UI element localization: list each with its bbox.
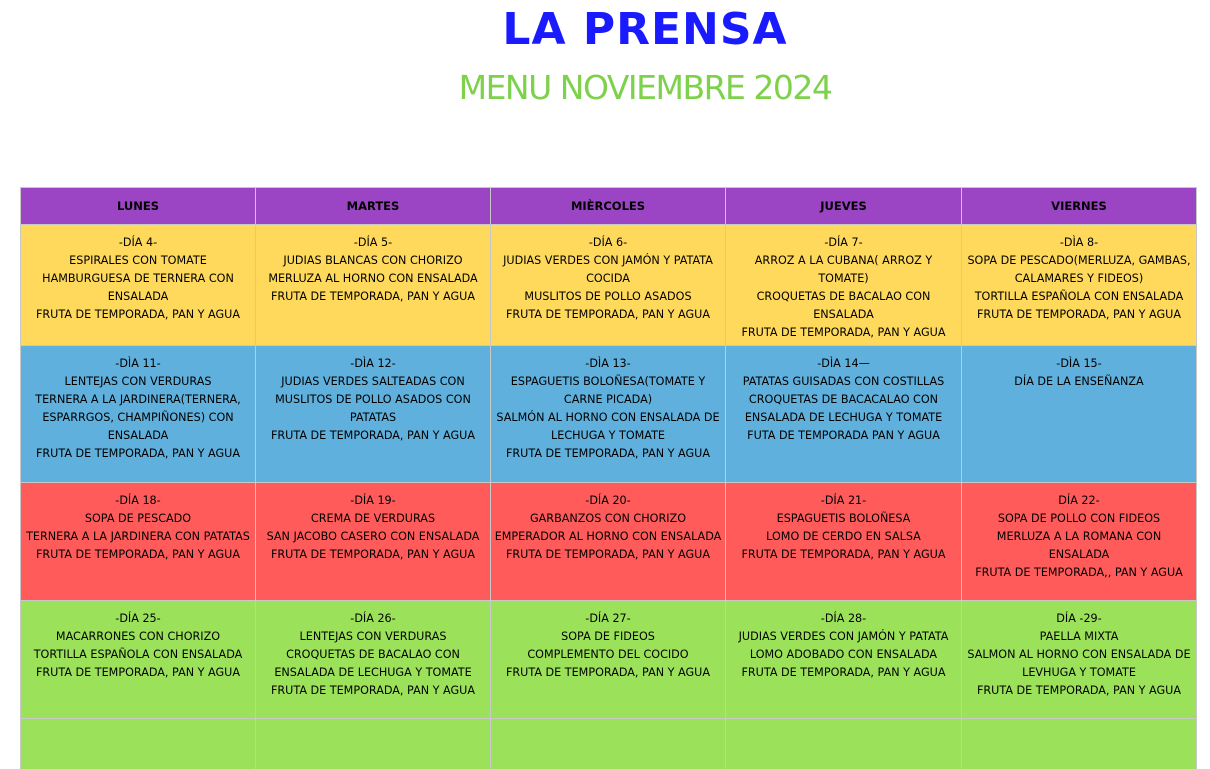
menu-item: MUSLITOS DE POLLO ASADOS xyxy=(524,290,692,303)
menu-cell-jueves xyxy=(726,601,962,719)
menu-item: MERLUZA A LA ROMANA CON ENSALADA xyxy=(996,530,1162,561)
menu-item: CROQUETAS DE BACACALAO CON ENSALADA DE LECHUGA Y TOMATE xyxy=(744,393,943,424)
menu-item: TORTILLA ESPAÑOLA CON ENSALADA xyxy=(974,290,1184,303)
menu-item: ESPIRALES CON TOMATE xyxy=(69,254,207,267)
menu-item: ARROZ A LA CUBANA( ARROZ Y TOMATE) xyxy=(754,254,933,285)
menu-item: PATATAS GUISADAS CON COSTILLAS xyxy=(742,375,945,388)
day-number: -DÍA 27- xyxy=(585,612,631,625)
menu-item: EMPERADOR AL HORNO CON ENSALADA xyxy=(494,530,722,543)
menu-cell-martes xyxy=(256,601,491,719)
day-number: -DÍA 6- xyxy=(588,236,628,249)
week-row xyxy=(21,346,1197,483)
menu-item: SAN JACOBO CASERO CON ENSALADA xyxy=(266,530,480,543)
page-title: LA PRENSA xyxy=(502,4,788,55)
day-number: -DÍA 19- xyxy=(350,494,396,507)
menu-item: SOPA DE POLLO CON FIDEOS xyxy=(997,512,1161,525)
menu-cell-jueves xyxy=(726,719,962,769)
day-number: -DÍA 26- xyxy=(350,612,396,625)
menu-cell-miercoles xyxy=(491,225,726,346)
menu-table xyxy=(20,187,1197,769)
day-header-viernes: VIERNES xyxy=(962,188,1197,225)
day-number: -DÌA 13- xyxy=(585,357,631,370)
menu-cell-miercoles xyxy=(491,483,726,601)
menu-item: FRUTA DE TEMPORADA, PAN Y AGUA xyxy=(505,666,711,679)
menu-item: FRUTA DE TEMPORADA, PAN Y AGUA xyxy=(270,548,476,561)
day-header-jueves: JUEVES xyxy=(726,188,962,225)
menu-item: FRUTA DE TEMPORADA, PAN Y AGUA xyxy=(741,548,946,561)
menu-item: TORTILLA ESPAÑOLA CON ENSALADA xyxy=(33,648,243,661)
menu-cell-viernes xyxy=(962,225,1197,346)
menu-item: FRUTA DE TEMPORADA, PAN Y AGUA xyxy=(270,429,476,442)
menu-item: JUDIAS VERDES CON JAMÓN Y PATATA xyxy=(738,630,949,643)
menu-item: CROQUETAS DE BACALAO CON ENSALADA DE LECHUGA Y TOMATE xyxy=(274,648,472,679)
menu-item: JUDIAS VERDES CON JAMÓN Y PATATA COCIDA xyxy=(503,254,713,285)
day-number: DÍA 22- xyxy=(1058,494,1100,507)
menu-item: FUTA DE TEMPORADA PAN Y AGUA xyxy=(747,429,940,442)
menu-item: JUDIAS BLANCAS CON CHORIZO xyxy=(283,254,463,267)
menu-item: FRUTA DE TEMPORADA, PAN Y AGUA xyxy=(976,308,1182,321)
menu-item: FRUTA DE TEMPORADA, PAN Y AGUA xyxy=(35,666,241,679)
menu-item: FRUTA DE TEMPORADA,, PAN Y AGUA xyxy=(975,566,1183,579)
day-number: -DÍA 18- xyxy=(115,494,161,507)
menu-cell-viernes xyxy=(962,601,1197,719)
week-row xyxy=(21,601,1197,719)
menu-cell-lunes xyxy=(21,346,256,483)
menu-item: MACARRONES CON CHORIZO xyxy=(55,630,221,643)
menu-cell-martes xyxy=(256,483,491,601)
day-number: -DÍA 20- xyxy=(585,494,631,507)
menu-item: SALMÓN AL HORNO CON ENSALADA DE LECHUGA Y TOMATE xyxy=(496,411,720,442)
menu-item: CREMA DE VERDURAS xyxy=(310,512,436,525)
menu-item: MERLUZA AL HORNO CON ENSALADA xyxy=(268,272,478,285)
page-subtitle: MENU NOVIEMBRE 2024 xyxy=(458,68,832,107)
menu-cell-martes xyxy=(256,346,491,483)
menu-cell-lunes xyxy=(21,483,256,601)
menu-cell-viernes xyxy=(962,719,1197,769)
menu-item: FRUTA DE TEMPORADA, PAN Y AGUA xyxy=(741,666,946,679)
menu-cell-jueves xyxy=(726,346,962,483)
menu-cell-viernes xyxy=(962,346,1197,483)
day-number: -DÌA 12- xyxy=(350,357,396,370)
menu-item: SOPA DE PESCADO xyxy=(84,512,192,525)
menu-item: FRUTA DE TEMPORADA, PAN Y AGUA xyxy=(270,684,476,697)
menu-item: FRUTA DE TEMPORADA, PAN Y AGUA xyxy=(270,290,476,303)
week-row xyxy=(21,719,1197,769)
menu-item: DÍA DE LA ENSEÑANZA xyxy=(1014,375,1144,388)
day-number: -DÍA 4- xyxy=(118,236,158,249)
day-header-lunes: LUNES xyxy=(21,188,256,225)
menu-item: FRUTA DE TEMPORADA, PAN Y AGUA xyxy=(35,447,241,460)
day-header-miercoles: MIÈRCOLES xyxy=(491,188,726,225)
day-header-martes: MARTES xyxy=(256,188,491,225)
menu-cell-viernes xyxy=(962,483,1197,601)
menu-cell-jueves xyxy=(726,483,962,601)
menu-item: TERNERA A LA JARDINERA CON PATATAS xyxy=(26,530,250,543)
menu-item: SOPA DE PESCADO(MERLUZA, GAMBAS, CALAMARES Y FIDEOS) xyxy=(967,254,1191,285)
menu-item: LENTEJAS CON VERDURAS xyxy=(64,375,212,388)
day-number: -DÌA 11- xyxy=(115,357,161,370)
day-number: -DÍA 28- xyxy=(820,612,867,625)
menu-item: TERNERA A LA JARDINERA(TERNERA, ESPARRGOS, CHAMPIÑONES) CON ENSALADA xyxy=(35,393,241,442)
week-row xyxy=(21,225,1197,346)
menu-cell-martes xyxy=(256,225,491,346)
menu-cell-miercoles xyxy=(491,346,726,483)
menu-cell-miercoles xyxy=(491,719,726,769)
menu-item: LENTEJAS CON VERDURAS xyxy=(299,630,447,643)
menu-cell-lunes xyxy=(21,601,256,719)
menu-cell-miercoles xyxy=(491,601,726,719)
menu-item: COMPLEMENTO DEL COCIDO xyxy=(527,648,689,661)
day-number: -DÍA 25- xyxy=(115,612,161,625)
menu-item: FRUTA DE TEMPORADA, PAN Y AGUA xyxy=(35,308,241,321)
menu-cell-martes xyxy=(256,719,491,769)
menu-cell-lunes xyxy=(21,225,256,346)
menu-item: FRUTA DE TEMPORADA, PAN Y AGUA xyxy=(505,548,711,561)
menu-item: HAMBURGUESA DE TERNERA CON ENSALADA xyxy=(42,272,234,303)
day-number: -DÍA 7- xyxy=(824,236,863,249)
menu-item: PAELLA MIXTA xyxy=(1039,630,1119,643)
day-number: -DÍA 21- xyxy=(820,494,867,507)
menu-item: CROQUETAS DE BACALAO CON ENSALADA xyxy=(756,290,931,321)
menu-item: FRUTA DE TEMPORADA, PAN Y AGUA xyxy=(35,548,241,561)
menu-item: ESPAGUETIS BOLOÑESA xyxy=(776,512,911,525)
menu-item: SALMON AL HORNO CON ENSALADA DE LEVHUGA Y TOMATE xyxy=(967,648,1191,679)
week-row xyxy=(21,483,1197,601)
menu-item: FRUTA DE TEMPORADA, PAN Y AGUA xyxy=(505,447,711,460)
menu-item: GARBANZOS CON CHORIZO xyxy=(529,512,687,525)
menu-item: ESPAGUETIS BOLOÑESA(TOMATE Y CARNE PICADA) xyxy=(510,375,706,406)
days-header-row xyxy=(21,188,1197,225)
menu-item: FRUTA DE TEMPORADA, PAN Y AGUA xyxy=(505,308,711,321)
menu-item: SOPA DE FIDEOS xyxy=(561,630,655,643)
day-number: -DÌA 14— xyxy=(817,357,870,370)
menu-cell-jueves xyxy=(726,225,962,346)
day-number: DÍA -29- xyxy=(1056,612,1102,625)
menu-item: FRUTA DE TEMPORADA, PAN Y AGUA xyxy=(976,684,1182,697)
day-number: -DÌA 15- xyxy=(1056,357,1102,370)
day-number: -DÍA 5- xyxy=(353,236,393,249)
menu-item: LOMO ADOBADO CON ENSALADA xyxy=(749,648,938,661)
menu-cell-lunes xyxy=(21,719,256,769)
day-number: -DÌA 8- xyxy=(1059,236,1099,249)
menu-item: LOMO DE CERDO EN SALSA xyxy=(766,530,921,543)
menu-item: FRUTA DE TEMPORADA, PAN Y AGUA xyxy=(741,326,946,339)
menu-item: JUDIAS VERDES SALTEADAS CON MUSLITOS DE POLLO ASADOS CON PATATAS xyxy=(275,375,471,424)
